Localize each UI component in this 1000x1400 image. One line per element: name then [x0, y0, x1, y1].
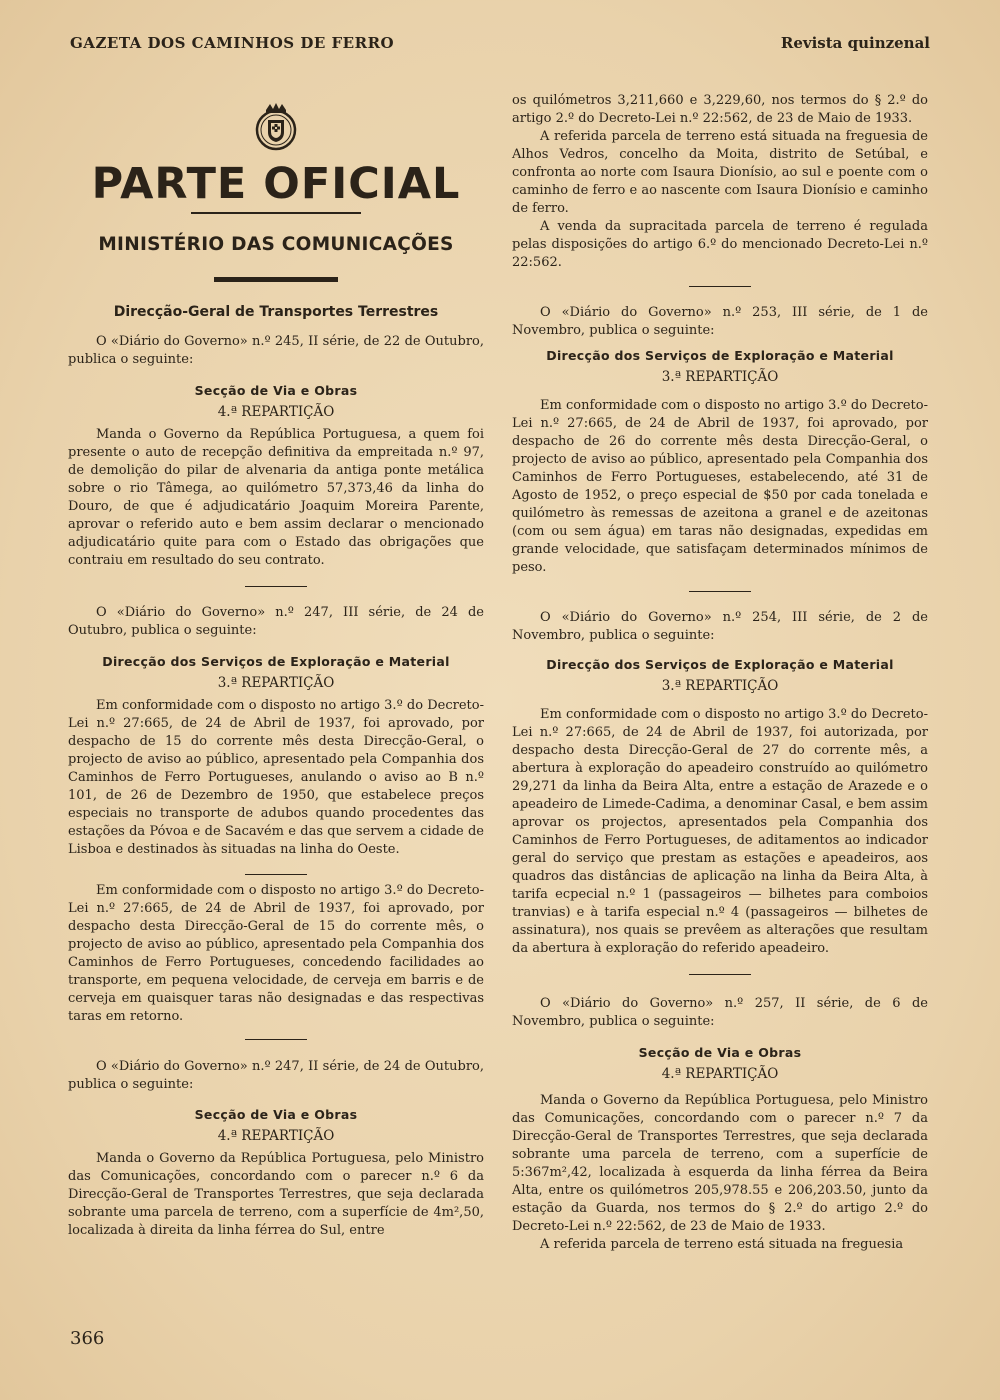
separator	[245, 586, 307, 587]
right-intro-1: O «Diário do Governo» n.º 253, III série, de 1 de Novembro, publica o seguinte:	[512, 305, 928, 338]
right-column	[512, 92, 928, 1254]
right-section-2: Direcção dos Serviços de Exploração e Material	[546, 657, 894, 672]
left-section-1: Secção de Via e Obras	[194, 383, 358, 398]
left-repartition-3: 4.ª REPARTIÇÃO	[217, 1128, 335, 1144]
right-paragraph-7: A referida parcela de terreno está situada na freguesia	[540, 1237, 904, 1252]
left-repartition-2: 3.ª REPARTIÇÃO	[217, 675, 335, 691]
left-section-3: Secção de Via e Obras	[194, 1107, 358, 1122]
separator	[245, 1039, 307, 1040]
ministry-rule	[214, 277, 338, 282]
right-section-3: Secção de Via e Obras	[638, 1045, 802, 1060]
right-paragraph-2: A referida parcela de terreno está situada na freguesia de Alhos Vedros, concelho da Moita, distrito de Setúbal, e confronta ao norte com Isaura Dionísio, ao sul e poente com o caminho de ferro e ao nascente com Isaura Dionísio e caminho de ferro.	[512, 129, 928, 216]
right-paragraph-6: Manda o Governo da República Portuguesa, pelo Ministro das Comunicações, concordando com o parecer n.º 7 da Direcção-Geral de Transportes Terrestres, que seja declarada sobrante uma parcela de terreno, com a superfície de 5:367m²,42, localizada à esquerda da linha férrea da Beira Alta, entre os quilómetros 205,978.55 e 206,203.50, junto da estação da Guarda, nos termos do § 2.º do artigo 2.º do Decreto-Lei n.º 22:562, de 23 de Maio de 1933.	[512, 1093, 928, 1234]
right-paragraph-3: A venda da supracitada parcela de terreno é regulada pelas disposições do artigo 6.º do mencionado Decreto-Lei n.º 22:562.	[512, 219, 928, 270]
running-head	[70, 34, 930, 54]
left-intro-2: O «Diário do Governo» n.º 247, III série, de 24 de Outubro, publica o seguinte:	[68, 605, 484, 638]
left-column	[68, 92, 484, 1240]
journal-title: GAZETA DOS CAMINHOS DE FERRO	[70, 34, 395, 52]
left-paragraph-2: Em conformidade com o disposto no artigo 3.º do Decreto-Lei n.º 27:665, de 24 de Abril de 1937, foi aprovado, por despacho de 15 do corrente mês desta Direcção-Geral, o projecto de aviso ao público, apresentado pela Companhia dos Caminhos de Ferro Portugueses, anulando o aviso ao B n.º 101, de 26 de Dezembro de 1950, que estabelece preços especiais no transporte de adubos quando procedentes das estações da Póvoa e de Sacavém e das que servem a cidade de Lisboa e destinados às situadas na linha do Oeste.	[68, 698, 484, 857]
right-paragraph-5: Em conformidade com o disposto no artigo 3.º do Decreto-Lei n.º 27:665, de 24 de Abril de 1937, foi autorizada, por despacho desta Direcção-Geral de 27 do corrente mês, a abertura à exploração do apeadeiro construído ao quilómetro 29,271 da linha da Beira Alta, entre a estação de Arazede e o apeadeiro de Limede-Cadima, a denominar Casal, e bem assim aprovar os projectos, apresentados pela Companhia dos Caminhos de Ferro Portugueses, de aditamentos ao indicador geral do serviço que prestam as estações e apeadeiros, aos quadros das distâncias de aplicação na linha da Beira Alta, à tarifa ecpecial n.º 1 (passageiros — bilhetes para comboios tranvias) e à tarifa especial n.º 4 (passageiros — bilhetes de assinatura), nos quais se prevêem as alterações que resultam da abertura à exploração do referido apeadeiro.	[512, 707, 928, 956]
page-number: 366	[70, 1328, 105, 1349]
right-paragraph-4: Em conformidade com o disposto no artigo 3.º do Decreto-Lei n.º 27:665, de 24 de Abril de 1937, foi aprovado, por despacho de 26 do corrente mês desta Direcção-Geral, o projecto de aviso ao público, apresentado pela Companhia dos Caminhos de Ferro Portugueses, estabelecendo, até 31 de Agosto de 1952, o preço especial de $50 por cada tonelada e quilómetro às remessas de azeitona a granel e de azeitonas (com ou sem água) em taras não designadas, expedidas em grande velocidade, que satisfaçam determinados mínimos de peso.	[512, 398, 928, 575]
left-repartition-1: 4.ª REPARTIÇÃO	[217, 404, 335, 420]
masthead-title: PARTE OFICIAL	[91, 159, 461, 209]
left-paragraph-3: Em conformidade com o disposto no artigo 3.º do Decreto-Lei n.º 27:665, de 24 de Abril de 1937, foi aprovado, por despacho desta Direcção-Geral de 15 do corrente mês, o projecto de aviso ao público, apresentado pela Companhia dos Caminhos de Ferro Portugueses, concedendo facilidades ao transporte, em pequena velocidade, de cerveja em barris e de cerveja em quaisquer taras não designadas e das respectivas taras em retorno.	[68, 883, 484, 1024]
edition-label: Revista quinzenal	[780, 34, 930, 52]
right-repartition-3: 4.ª REPARTIÇÃO	[661, 1066, 779, 1082]
ministry-heading: MINISTÉRIO DAS COMUNICAÇÕES	[98, 234, 454, 255]
right-intro-3: O «Diário do Governo» n.º 257, II série, de 6 de Novembro, publica o seguinte:	[512, 996, 928, 1029]
separator	[245, 874, 307, 875]
left-paragraph-4: Manda o Governo da República Portuguesa, pelo Ministro das Comunicações, concordando com o parecer n.º 6 da Direcção-Geral de Transportes Terrestres, que seja declarada sobrante uma parcela de terreno, com a superfície de 4m²,50, localizada à direita da linha férrea do Sul, entre	[68, 1151, 484, 1238]
portuguese-coat-of-arms-icon	[252, 100, 300, 152]
right-repartition-2: 3.ª REPARTIÇÃO	[661, 678, 779, 694]
right-repartition-1: 3.ª REPARTIÇÃO	[661, 369, 779, 385]
left-section-2: Direcção dos Serviços de Exploração e Material	[102, 654, 450, 669]
right-intro-2: O «Diário do Governo» n.º 254, III série, de 2 de Novembro, publica o seguinte:	[512, 610, 928, 643]
title-rule	[191, 212, 361, 214]
left-intro-3: O «Diário do Governo» n.º 247, II série, de 24 de Outubro, publica o seguinte:	[68, 1059, 484, 1092]
separator	[689, 286, 751, 287]
right-section-1: Direcção dos Serviços de Exploração e Material	[546, 348, 894, 363]
right-paragraph-1: os quilómetros 3,211,660 e 3,229,60, nos termos do § 2.º do artigo 2.º do Decreto-Lei n.º 22:562, de 23 de Maio de 1933.	[512, 93, 928, 126]
directorate-heading: Direcção-Geral de Transportes Terrestres	[113, 304, 439, 320]
separator	[689, 974, 751, 975]
separator	[689, 591, 751, 592]
left-paragraph-1: Manda o Governo da República Portuguesa, a quem foi presente o auto de recepção definitiva da empreitada n.º 97, de demolição do pilar de alvenaria da antiga ponte metálica sobre o rio Tâmega, ao quilómetro 57,373,46 da linha do Douro, de que é adjudicatário Joaquim Moreira Parente, aprovar o referido auto e bem assim declarar o mencionado adjudicatário quite para com o Estado das obrigações que contraiu em resultado do seu contrato.	[68, 427, 484, 568]
left-intro-1: O «Diário do Governo» n.º 245, II série, de 22 de Outubro, publica o seguinte:	[68, 334, 484, 367]
